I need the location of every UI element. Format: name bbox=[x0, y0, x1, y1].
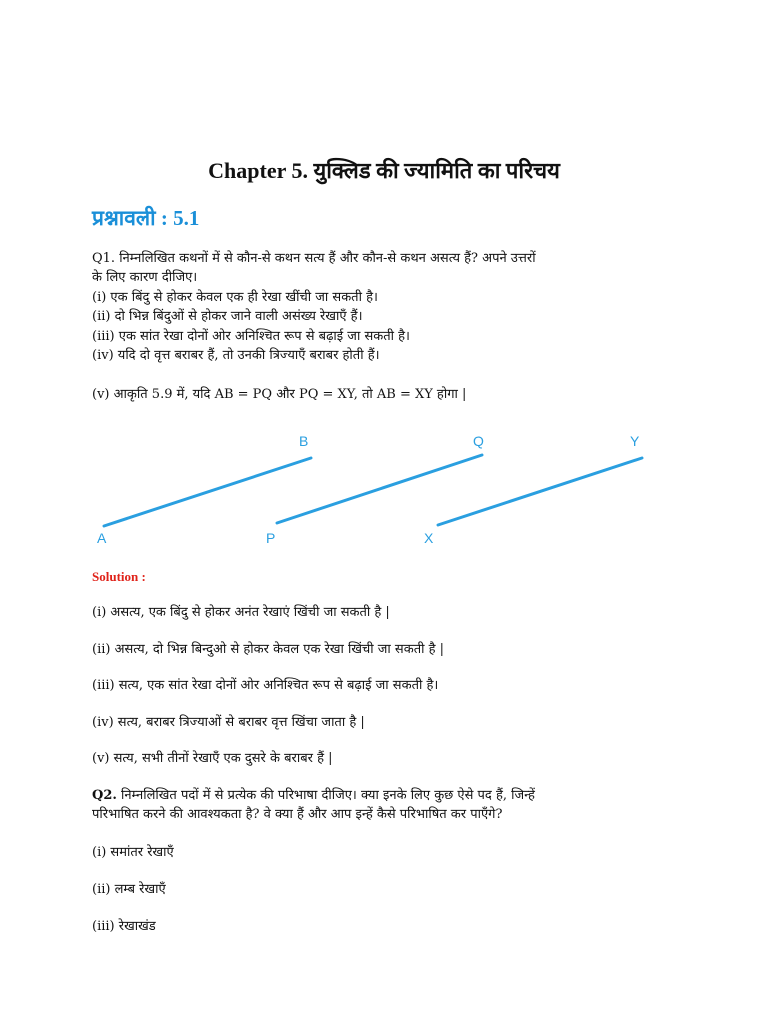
solution-item-i: (i) असत्य, एक बिंदु से होकर अनंत रेखाएं खिंची जा सकती है | bbox=[92, 605, 390, 620]
solution-item-iv: (iv) सत्य, बराबर त्रिज्याओं से बराबर वृत्त खिंचा जाता है | bbox=[92, 715, 365, 730]
q1-line-2: के लिए कारण दीजिए। bbox=[92, 270, 198, 285]
label-a: A bbox=[97, 530, 107, 546]
solution-item-v: (v) सत्य, सभी तीनों रेखाएँ एक दुसरे के बराबर हैं | bbox=[92, 751, 333, 766]
label-y: Y bbox=[630, 433, 640, 449]
q2-item-i: (i) समांतर रेखाएँ bbox=[92, 845, 174, 860]
segment-xy bbox=[438, 458, 642, 525]
q2-line-2: परिभाषित करने की आवश्यकता है? वे क्या हैं और आप इन्हें कैसे परिभाषित कर पाएँगे? bbox=[92, 807, 503, 822]
q2-text-1: निम्नलिखित पदों में से प्रत्येक की परिभाषा दीजिए। क्या इनके लिए कुछ ऐसे पद हैं, जिन्हें bbox=[116, 788, 535, 803]
q1-item-v: (v) आकृति 5.9 में, यदि AB = PQ और PQ = XY, तो AB = XY होगा | bbox=[92, 387, 467, 402]
q1-item-iii: (iii) एक सांत रेखा दोनों ओर अनिश्चित रूप से बढ़ाई जा सकती है। bbox=[92, 329, 410, 344]
q1-item-ii: (ii) दो भिन्न बिंदुओं से होकर जाने वाली असंख्य रेखाएँ हैं। bbox=[92, 309, 363, 324]
q2-prefix: Q2. bbox=[92, 788, 117, 803]
label-x: X bbox=[424, 530, 434, 546]
solution-label: Solution : bbox=[92, 569, 146, 584]
label-p: P bbox=[266, 530, 276, 546]
q2-item-iii: (iii) रेखाखंड bbox=[92, 919, 156, 934]
label-b: B bbox=[299, 433, 309, 449]
q1-item-i: (i) एक बिंदु से होकर केवल एक ही रेखा खींची जा सकती है। bbox=[92, 290, 378, 305]
label-q: Q bbox=[473, 433, 484, 449]
q1-line-1: Q1. निम्नलिखित कथनों में से कौन-से कथन सत्य हैं और कौन-से कथन असत्य हैं? अपने उत्तरों bbox=[92, 251, 536, 266]
q1-item-iv: (iv) यदि दो वृत्त बराबर हैं, तो उनकी त्रिज्याएँ बराबर होती हैं। bbox=[92, 348, 380, 363]
segment-pq bbox=[277, 455, 482, 523]
q2-item-ii: (ii) लम्ब रेखाएँ bbox=[92, 882, 166, 897]
chapter-title: Chapter 5. युक्लिड की ज्यामिति का परिचय bbox=[208, 158, 560, 183]
segment-ab bbox=[104, 458, 311, 526]
exercise-title: प्रश्नावली : 5.1 bbox=[92, 206, 200, 230]
solution-item-iii: (iii) सत्य, एक सांत रेखा दोनों ओर अनिश्चित रूप से बढ़ाई जा सकती है। bbox=[92, 678, 439, 693]
solution-item-ii: (ii) असत्य, दो भिन्न बिन्दुओ से होकर केवल एक रेखा खिंची जा सकती है | bbox=[92, 642, 445, 657]
q2-line-1 bbox=[92, 787, 535, 805]
